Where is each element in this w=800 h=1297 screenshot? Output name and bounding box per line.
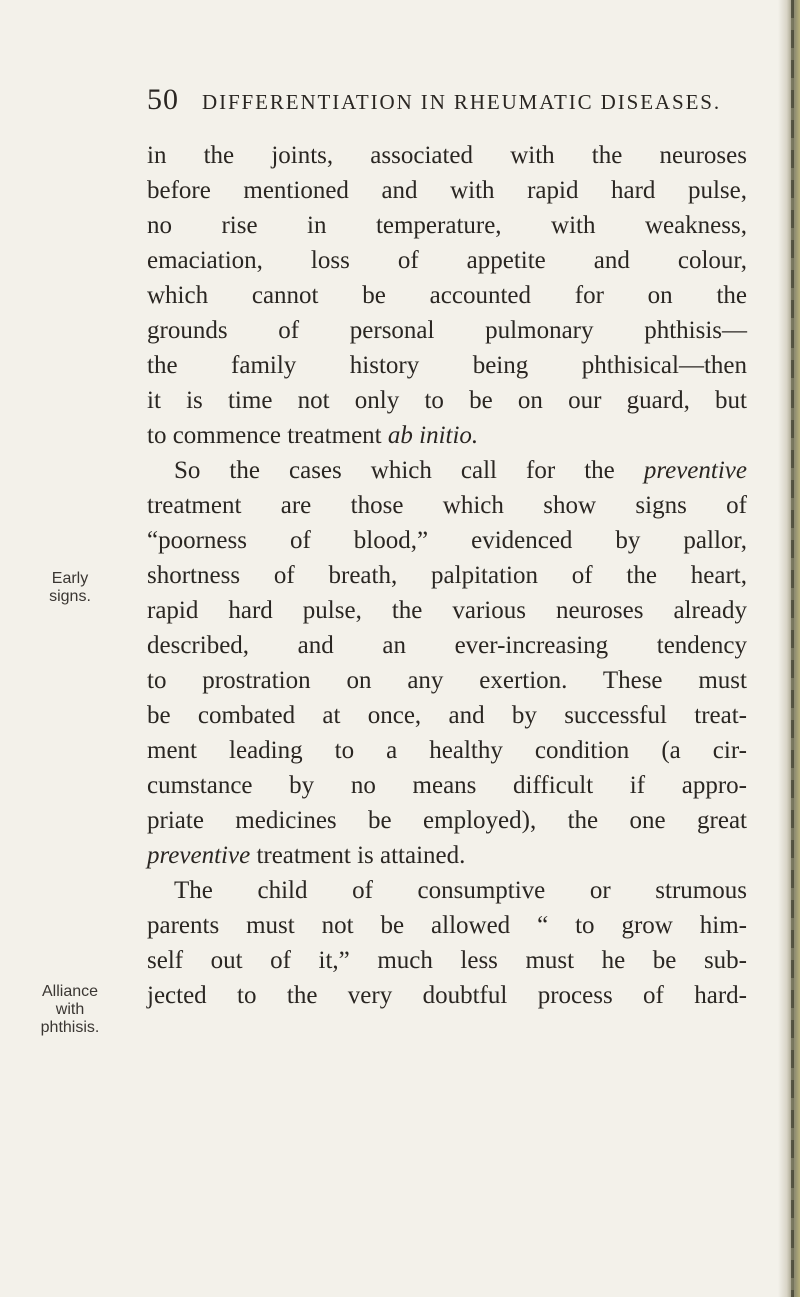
text-line: in the joints, associated with the neuroses xyxy=(147,142,747,169)
margin-note-line: with xyxy=(55,1001,85,1018)
text-line: described, and an ever-increasing tendency xyxy=(147,632,747,659)
italic-phrase: preventive xyxy=(643,457,747,484)
text-line: to prostration on any exertion. These must xyxy=(147,667,747,694)
text-line: shortness of breath, palpitation of the heart, xyxy=(147,562,747,589)
text-line: the family history being phthisical—then xyxy=(147,352,747,379)
text-line: The child of consumptive or strumous xyxy=(174,877,747,904)
italic-phrase: preventive xyxy=(147,842,251,869)
text-segment: treatment is attained. xyxy=(250,842,466,869)
italic-phrase: ab initio. xyxy=(387,422,479,449)
text-line: priate medicines be employed), the one great xyxy=(147,807,747,834)
body-text xyxy=(147,138,747,1013)
margin-note-early-signs xyxy=(30,570,110,606)
text-line: ment leading to a healthy condition (a cir- xyxy=(147,737,747,764)
page-edge-shadow xyxy=(791,0,794,1297)
text-line xyxy=(147,418,747,453)
page-header xyxy=(147,80,747,120)
text-line: jected to the very doubtful process of hard- xyxy=(147,982,747,1009)
text-line: cumstance by no means difficult if appro- xyxy=(147,772,747,799)
text-line: treatment are those which show signs of xyxy=(147,492,747,519)
page-number: 50 xyxy=(147,83,179,116)
text-line xyxy=(147,453,747,488)
text-line: rapid hard pulse, the various neuroses already xyxy=(147,597,747,624)
text-line: before mentioned and with rapid hard pulse, xyxy=(147,177,747,204)
text-line: “poorness of blood,” evidenced by pallor, xyxy=(147,527,747,554)
text-line xyxy=(147,838,747,873)
text-line: no rise in temperature, with weakness, xyxy=(147,212,747,239)
margin-note-line: Early xyxy=(51,570,89,587)
running-title: DIFFERENTIATION IN RHEUMATIC DISEASES. xyxy=(202,90,722,114)
text-line: parents must not be allowed “ to grow him- xyxy=(147,912,747,939)
page-edge xyxy=(778,0,800,1297)
text-line: it is time not only to be on our guard, but xyxy=(147,387,747,414)
margin-note-line: signs. xyxy=(49,588,91,605)
margin-note-line: phthisis. xyxy=(40,1019,100,1036)
text-line: grounds of personal pulmonary phthisis— xyxy=(147,317,747,344)
text-segment: to commence treatment xyxy=(147,422,388,449)
text-line: emaciation, loss of appetite and colour, xyxy=(147,247,747,274)
text-line: self out of it,” much less must he be sub- xyxy=(147,947,747,974)
text-segment: So the cases which call for the xyxy=(174,457,644,484)
text-line: which cannot be accounted for on the xyxy=(147,282,747,309)
text-line: be combated at once, and by successful treat- xyxy=(147,702,747,729)
margin-note-alliance-phthisis xyxy=(30,983,110,1037)
margin-note-line: Alliance xyxy=(41,983,99,1000)
